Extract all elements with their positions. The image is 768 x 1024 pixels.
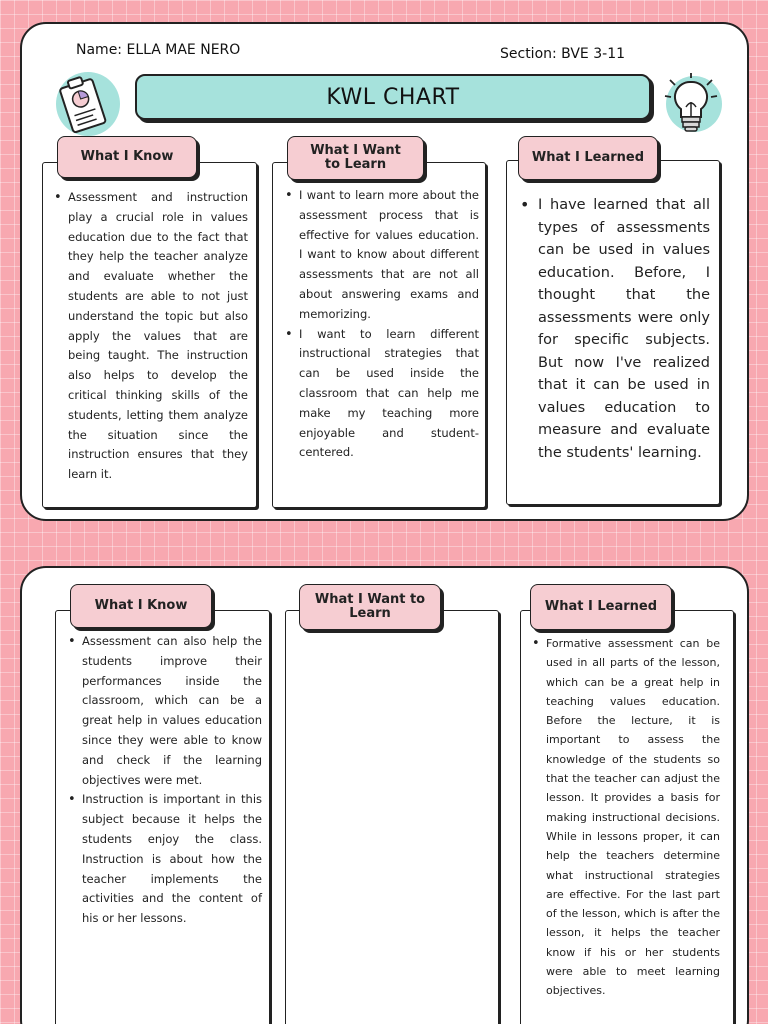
bullet-item: • Assessment can also help the students improve their performances inside the classroom, which can be a great help in values education since they were able to know and check if the learning objectives were met. [68, 632, 262, 790]
learned-header: What I Learned [518, 136, 658, 180]
page-title: KWL CHART [135, 74, 651, 120]
learned-header-2: What I Learned [530, 584, 672, 630]
bullet-item: • Formative assessment can be used in all parts of the lesson, which can be a great help in teaching values education. Before the lecture, it is important to assess the knowledge of the students so that the teacher can adjust the lesson. It provides a basis for making instructional decisions. While in lessons proper, it can help the teachers determine what instructional strategies are effective. For the last part of the lesson, which is after the lesson, it helps the teacher know if his or her students were able to meet learning objectives. [532, 634, 720, 1001]
learned-text [520, 194, 710, 464]
learned-text-2 [532, 634, 720, 1001]
want-text [285, 186, 479, 463]
kwl-card-page-2 [20, 566, 749, 1024]
want-box-2 [285, 610, 499, 1024]
lightbulb-icon [658, 70, 724, 142]
bullet-item: • I have learned that all types of assessments can be used in values education. Before, I thought that the assessments were only for specific subjects. But now I've realized that it can be used in values education to measure and evaluate the students' learning. [520, 194, 710, 464]
want-header-2: What I Want to Learn [299, 584, 441, 630]
student-section: Section: BVE 3-11 [500, 46, 626, 62]
bullet-item: • Assessment and instruction play a crucial role in values education due to the fact that they help the teacher analyze and evaluate whether the students are able to not just understand the topic but also apply the values that are being taught. The instruction also helps to develop the critical thinking skills of the students, letting them analyze the situation since the instruction ensures that they learn it. [54, 188, 248, 485]
know-header-2: What I Know [70, 584, 212, 628]
clipboard-chart-icon [50, 68, 120, 138]
want-header: What I Want to Learn [287, 136, 424, 180]
bullet-item: • Instruction is important in this subject because it helps the students enjoy the class. Instruction is about how the teacher implements the activities and the content of his or her lessons. [68, 790, 262, 929]
bullet-item: • I want to learn different instructional strategies that can be used inside the classroom that can help me make my teaching more enjoyable and student-centered. [285, 325, 479, 464]
know-text [54, 188, 248, 485]
kwl-card-page-1 [20, 22, 749, 521]
know-header: What I Know [57, 136, 197, 178]
student-name: Name: ELLA MAE NERO [76, 42, 241, 58]
know-text-2 [68, 632, 262, 929]
bullet-item: • I want to learn more about the assessment process that is effective for values education. I want to know about different assessments that are not all about answering exams and memorizing. [285, 186, 479, 325]
